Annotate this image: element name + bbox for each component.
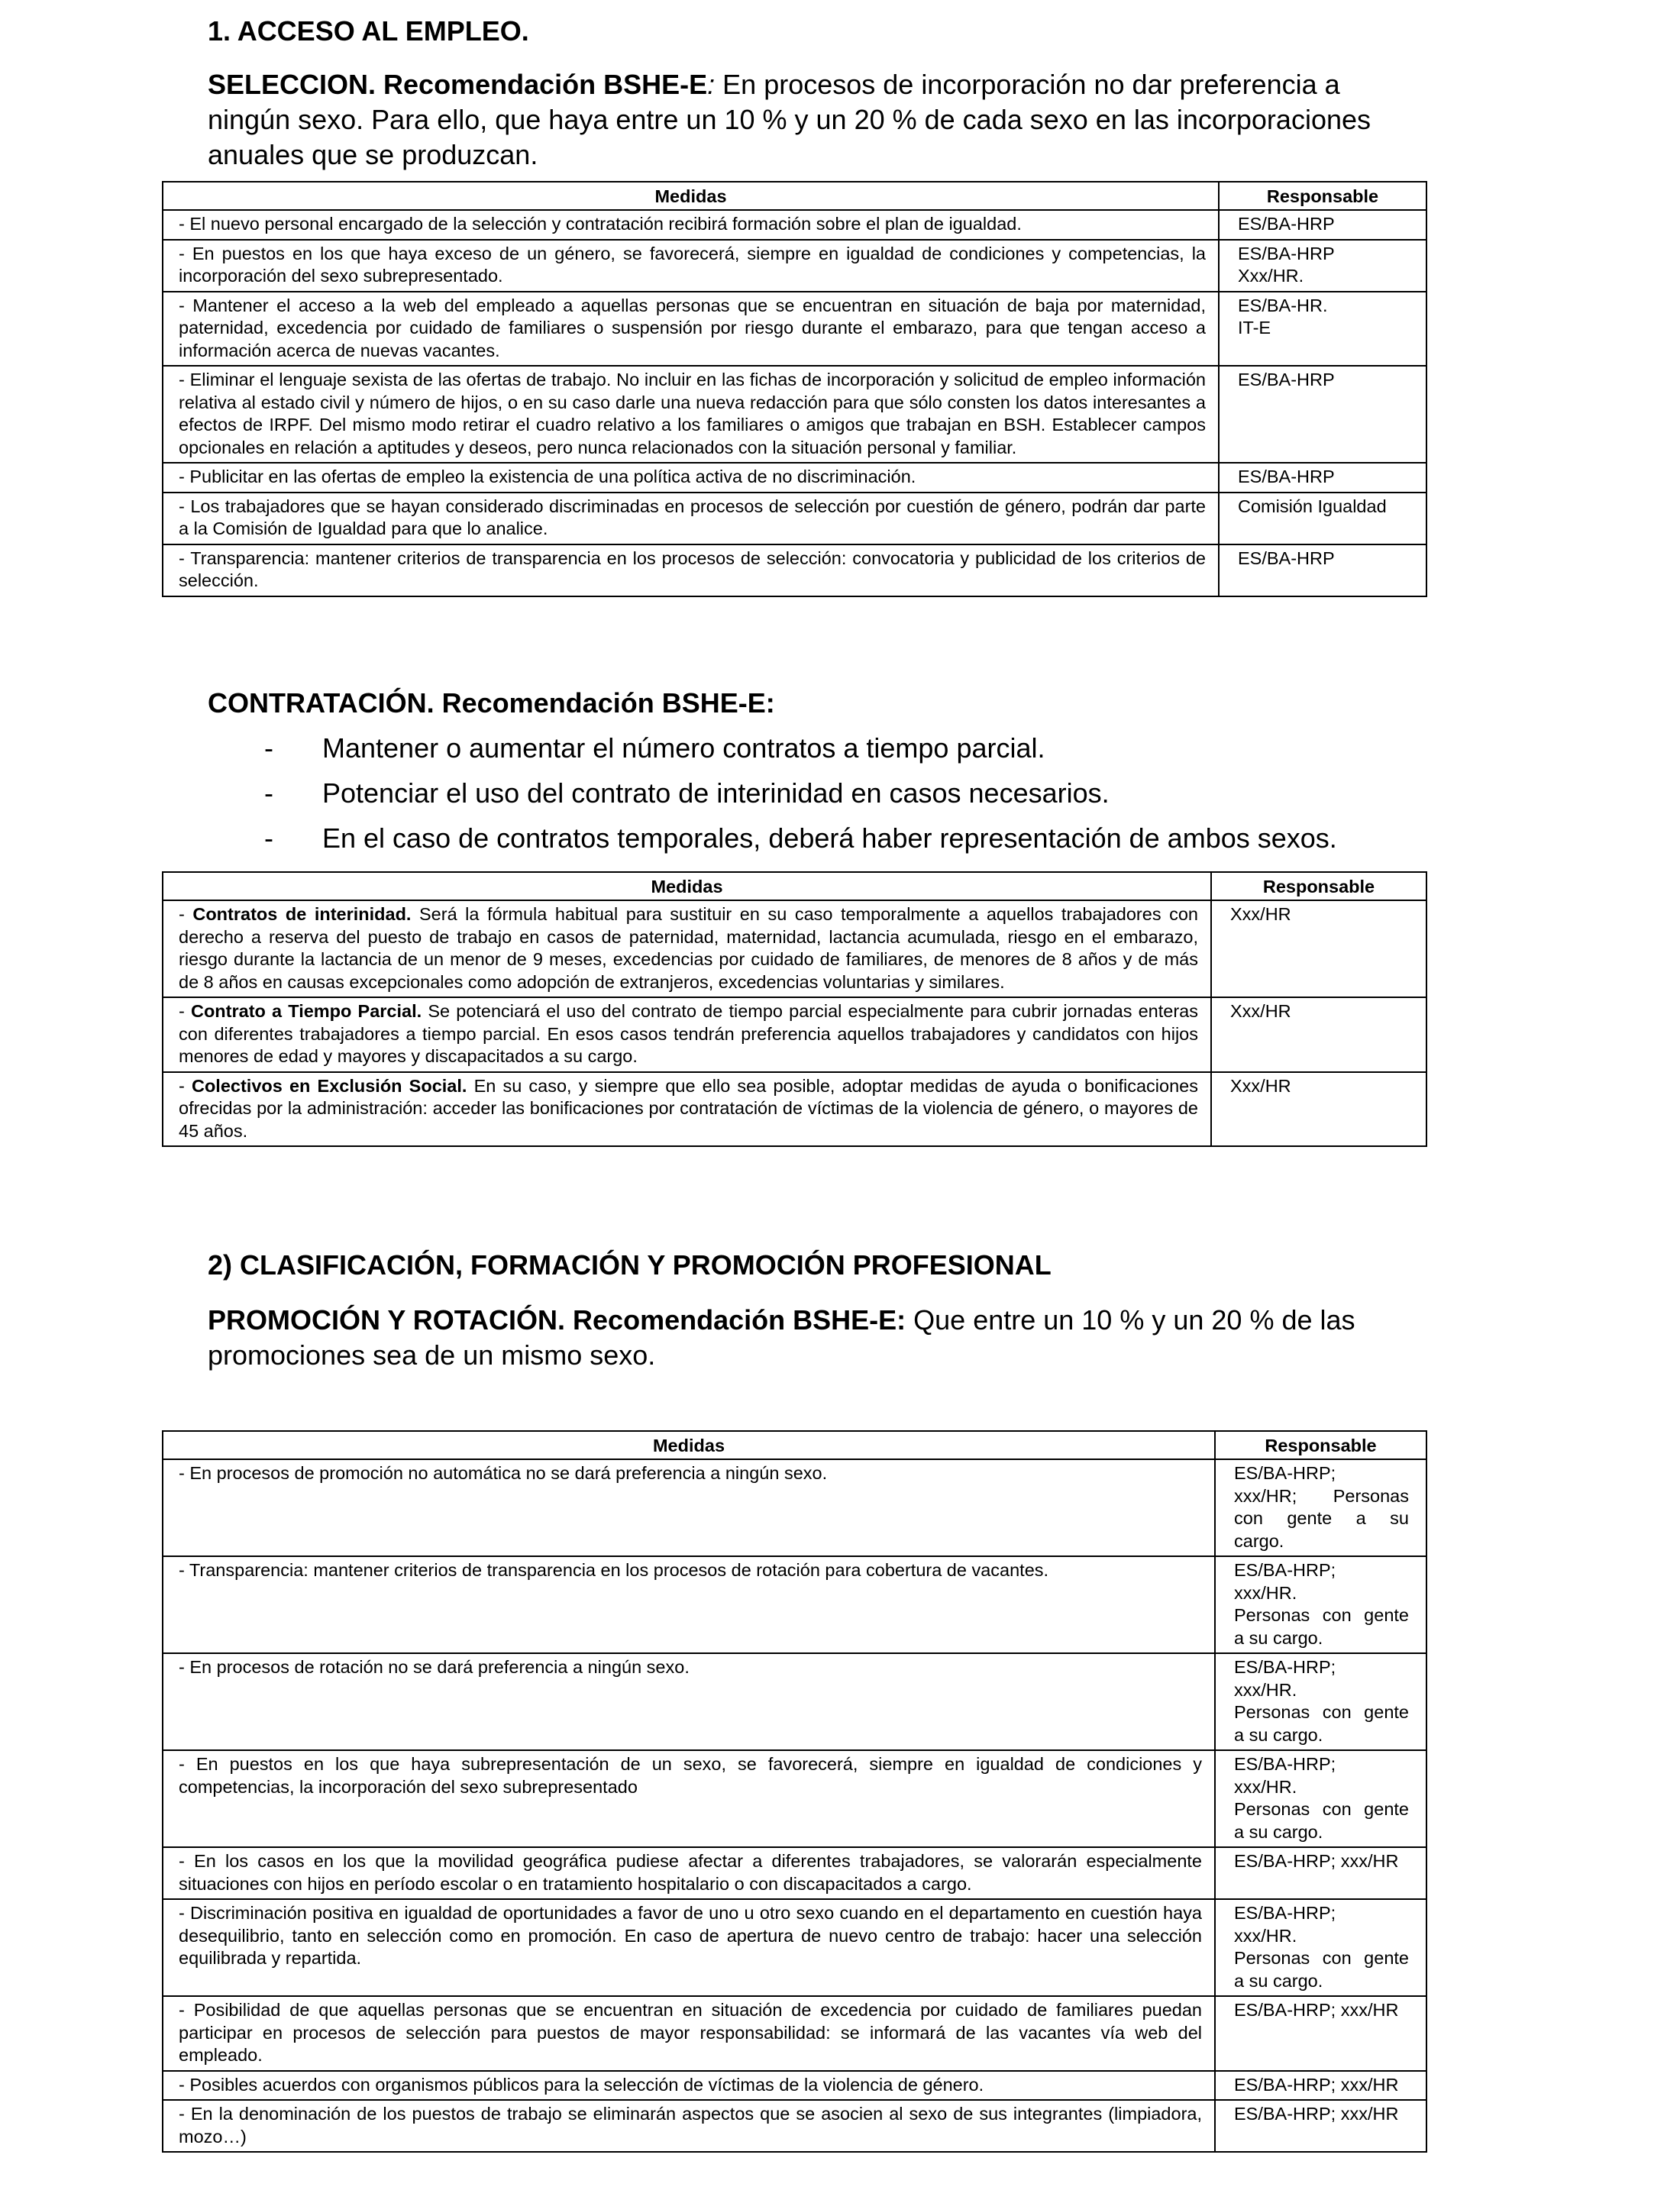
responsable-line: IT-E xyxy=(1238,318,1271,338)
medida-prefix: - xyxy=(179,904,193,924)
responsable-cell xyxy=(1219,292,1426,367)
table-row xyxy=(163,1996,1426,2071)
table-row xyxy=(163,493,1426,544)
responsable-line: ES/BA-HRP; xxx/HR xyxy=(1234,1851,1399,1871)
contratacion-measures-table xyxy=(162,871,1427,1147)
list-item xyxy=(208,732,1506,777)
medida-cell: - El nuevo personal encargado de la selección y contratación recibirá formación sobre el plan de igualdad. xyxy=(163,210,1219,240)
table-row xyxy=(163,544,1426,596)
responsable-cell xyxy=(1211,997,1426,1072)
bullet-text: Mantener o aumentar el número contratos a tiempo parcial. xyxy=(322,732,1045,764)
column-header-responsable: Responsable xyxy=(1211,872,1426,900)
responsable-line: Personas con gente xyxy=(1234,1948,1409,1968)
medida-cell: - Transparencia: mantener criterios de transparencia en los procesos de selección: convocatoria y publicidad de los criterios de selección. xyxy=(163,544,1219,596)
seleccion-label: SELECCION. Recomendación BSHE-E xyxy=(208,69,708,100)
table-row xyxy=(163,240,1426,292)
responsable-line: xxx/HR. xyxy=(1234,1776,1297,1797)
responsable-cell xyxy=(1219,366,1426,463)
responsable-line: ES/BA-HRP; xyxy=(1234,1903,1336,1923)
responsable-line: ES/BA-HRP; xxx/HR xyxy=(1234,2074,1399,2095)
list-item xyxy=(208,777,1506,822)
responsable-cell xyxy=(1215,2071,1426,2101)
column-header-medidas: Medidas xyxy=(163,872,1211,900)
section-heading-acceso-empleo: 1. ACCESO AL EMPLEO. xyxy=(208,15,529,47)
table-row xyxy=(163,463,1426,493)
responsable-cell xyxy=(1219,493,1426,544)
responsable-cell xyxy=(1215,1556,1426,1653)
table-row xyxy=(163,366,1426,463)
responsable-line: ES/BA-HR. xyxy=(1238,295,1328,315)
table-header-row xyxy=(163,872,1426,900)
responsable-line: ES/BA-HRP xyxy=(1238,243,1335,263)
responsable-line: Xxx/HR. xyxy=(1238,266,1304,286)
promocion-measures-table xyxy=(162,1430,1427,2153)
table-row xyxy=(163,997,1426,1072)
responsable-line: ES/BA-HRP xyxy=(1238,548,1335,568)
table-header-row xyxy=(163,1431,1426,1459)
medida-cell xyxy=(163,997,1211,1072)
table-row xyxy=(163,2071,1426,2101)
responsable-cell xyxy=(1215,1847,1426,1899)
promocion-paragraph xyxy=(208,1303,1384,1373)
responsable-line: ES/BA-HRP xyxy=(1238,467,1335,486)
medida-cell xyxy=(163,1072,1211,1147)
responsable-line: ES/BA-HRP; xyxy=(1234,1754,1336,1774)
responsable-line: ES/BA-HRP; xxx/HR xyxy=(1234,2104,1399,2124)
column-header-responsable: Responsable xyxy=(1215,1431,1426,1459)
bullet-dash: - xyxy=(264,732,273,764)
table-row xyxy=(163,210,1426,240)
responsable-cell xyxy=(1219,210,1426,240)
table-row xyxy=(163,292,1426,367)
responsable-line: Personas con gente xyxy=(1234,1799,1409,1819)
responsable-line: ES/BA-HRP; xxx/HR xyxy=(1234,2000,1399,2020)
bullet-dash: - xyxy=(264,777,273,809)
seleccion-paragraph xyxy=(208,67,1399,173)
responsable-line: Xxx/HR xyxy=(1230,1075,1291,1096)
section-heading-clasificacion: 2) CLASIFICACIÓN, FORMACIÓN Y PROMOCIÓN PROFESIONAL xyxy=(208,1249,1052,1281)
table-row xyxy=(163,1072,1426,1147)
responsable-line: ES/BA-HRP; xyxy=(1234,1560,1336,1580)
column-header-medidas: Medidas xyxy=(163,182,1219,210)
responsable-line: Xxx/HR xyxy=(1230,904,1291,924)
medida-cell: - En puestos en los que haya exceso de un género, se favorecerá, siempre en igualdad de condiciones y competencias, la incorporación del sexo subrepresentado. xyxy=(163,240,1219,292)
medida-cell: - Publicitar en las ofertas de empleo la existencia de una política activa de no discriminación. xyxy=(163,463,1219,493)
contratacion-heading: CONTRATACIÓN. Recomendación BSHE-E: xyxy=(208,687,775,719)
medida-cell: - Los trabajadores que se hayan considerado discriminadas en procesos de selección por cuestión de género, podrán dar parte a la Comisión de Igualdad para que lo analice. xyxy=(163,493,1219,544)
table-row xyxy=(163,1847,1426,1899)
medida-text: En su caso, y siempre que ello sea posible, adoptar medidas de ayuda o bonificaciones ofrecidas por la administración: acceder las bonificaciones por contratación de víctimas de la violencia de género, o mayores de 45 años. xyxy=(179,1075,1198,1141)
medida-title: Colectivos en Exclusión Social. xyxy=(191,1075,467,1096)
responsable-line: xxx/HR. xyxy=(1234,1925,1297,1946)
seleccion-colon: : xyxy=(707,69,716,100)
table-row xyxy=(163,1750,1426,1847)
responsable-line: ES/BA-HRP xyxy=(1238,370,1335,389)
responsable-line: xxx/HR. xyxy=(1234,1679,1297,1700)
responsable-line: xxx/HR. xyxy=(1234,1582,1297,1603)
responsable-line: a su cargo. xyxy=(1234,1724,1323,1745)
medida-prefix: - xyxy=(179,1001,191,1021)
medida-text: Se potenciará el uso del contrato de tiempo parcial especialmente para cubrir jornadas enteras con diferentes trabajadores a tiempo parcial. En esos casos tendrán preferencia aquellos trabajadores y candidatos con hijos menores de edad y mayores y discapacitados a su cargo. xyxy=(179,1001,1199,1066)
table-row xyxy=(163,900,1426,997)
medida-prefix: - xyxy=(179,1075,192,1096)
seleccion-measures-table xyxy=(162,181,1427,597)
responsable-cell xyxy=(1211,900,1426,997)
medida-title: Contratos de interinidad. xyxy=(192,904,412,924)
medida-cell: - Posibilidad de que aquellas personas que se encuentran en situación de excedencia por cuidado de familiares puedan participar en procesos de selección para puestos de mayor responsabilidad: se informará de las vacantes vía web del empleado. xyxy=(163,1996,1215,2071)
bullet-text: En el caso de contratos temporales, deberá haber representación de ambos sexos. xyxy=(322,822,1337,854)
medida-text: Será la fórmula habitual para sustituir en su caso temporalmente a aquellos trabajadores con derecho a reserva del puesto de trabajo en casos de paternidad, maternidad, lactancia acumulada, riesgo en el embarazo, riesgo durante la lactancia de un menor de 9 meses, excedencias por cuidado de familiares, de menores de 8 años y de más de 8 años en causas excepcionales como adopción de extranjeros, excedencias voluntarias y similares. xyxy=(179,904,1198,992)
responsable-cell xyxy=(1215,1750,1426,1847)
responsable-line: Personas con gente xyxy=(1234,1702,1409,1722)
bullet-dash: - xyxy=(264,822,273,854)
medida-cell: - En procesos de rotación no se dará preferencia a ningún sexo. xyxy=(163,1653,1215,1750)
medida-cell: - En puestos en los que haya subrepresentación de un sexo, se favorecerá, siempre en igualdad de condiciones y competencias, la incorporación del sexo subrepresentado xyxy=(163,1750,1215,1847)
medida-cell xyxy=(163,900,1211,997)
table-header-row xyxy=(163,182,1426,210)
responsable-cell xyxy=(1215,1459,1426,1556)
promocion-label: PROMOCIÓN Y ROTACIÓN. Recomendación BSHE-E: xyxy=(208,1304,906,1336)
responsable-cell xyxy=(1215,2100,1426,2152)
responsable-line: a su cargo. xyxy=(1234,1821,1323,1842)
medida-cell: - En la denominación de los puestos de trabajo se eliminarán aspectos que se asocien al sexo de sus integrantes (limpiadora, mozo…) xyxy=(163,2100,1215,2152)
bullet-text: Potenciar el uso del contrato de interinidad en casos necesarios. xyxy=(322,777,1110,809)
medida-cell: - Discriminación positiva en igualdad de oportunidades a favor de uno u otro sexo cuando en el departamento en cuestión haya desequilibrio, tanto en selección como en promoción. En caso de apertura de nuevo centro de trabajo: hacer una selección equilibrada y repartida. xyxy=(163,1899,1215,1996)
medida-cell: - En los casos en los que la movilidad geográfica pudiese afectar a diferentes trabajadores, se valorarán especialmente situaciones con hijos en período escolar o en tratamiento hospitalario o con discapacitados a cargo. xyxy=(163,1847,1215,1899)
responsable-line: Personas con gente xyxy=(1234,1605,1409,1625)
seleccion-text: En procesos de incorporación no dar preferencia a ningún sexo. Para ello, que haya entre un 10 % y un 20 % de cada sexo en las incorporaciones anuales que se produzcan. xyxy=(208,69,1371,170)
responsable-line: cargo. xyxy=(1234,1530,1284,1551)
responsable-line: a su cargo. xyxy=(1234,1970,1323,1991)
contratacion-recommendations-list xyxy=(208,732,1506,867)
responsable-cell xyxy=(1219,544,1426,596)
medida-cell: - En procesos de promoción no automática no se dará preferencia a ningún sexo. xyxy=(163,1459,1215,1556)
responsable-cell xyxy=(1215,1653,1426,1750)
responsable-cell xyxy=(1219,240,1426,292)
responsable-cell xyxy=(1215,1996,1426,2071)
medida-cell: - Mantener el acceso a la web del empleado a aquellas personas que se encuentran en situación de baja por maternidad, paternidad, excedencia por cuidado de familiares o suspensión por riesgo durante el embarazo, para que tengan acceso a información acerca de nuevas vacantes. xyxy=(163,292,1219,367)
responsable-line: ES/BA-HRP; xyxy=(1234,1657,1336,1677)
table-row xyxy=(163,2100,1426,2152)
medida-cell: - Transparencia: mantener criterios de transparencia en los procesos de rotación para cobertura de vacantes. xyxy=(163,1556,1215,1653)
responsable-line: a su cargo. xyxy=(1234,1627,1323,1648)
table-row xyxy=(163,1899,1426,1996)
responsable-cell xyxy=(1219,463,1426,493)
responsable-cell xyxy=(1211,1072,1426,1147)
medida-cell: - Eliminar el lenguaje sexista de las ofertas de trabajo. No incluir en las fichas de incorporación y solicitud de empleo información relativa al estado civil y número de hijos, o en su caso darle una nueva redacción para que sólo consten los datos interesantes a efectos de IRPF. Del mismo modo retirar el cuadro relativo a los familiares o amigos que trabajan en BSH. Establecer campos opcionales en relación a aptitudes y deseos, pero nunca relacionados con la situación personal y familiar. xyxy=(163,366,1219,463)
responsable-line: Xxx/HR xyxy=(1230,1001,1291,1021)
column-header-medidas: Medidas xyxy=(163,1431,1215,1459)
column-header-responsable: Responsable xyxy=(1219,182,1426,210)
medida-title: Contrato a Tiempo Parcial. xyxy=(190,1001,422,1021)
responsable-line: xxx/HR; Personas xyxy=(1234,1485,1409,1506)
promocion-text: Que entre un 10 % y un 20 % de las promociones sea de un mismo sexo. xyxy=(208,1304,1355,1371)
responsable-line: ES/BA-HRP; xyxy=(1234,1463,1336,1483)
responsable-line: ES/BA-HRP xyxy=(1238,214,1335,234)
table-row xyxy=(163,1653,1426,1750)
responsable-line: Comisión Igualdad xyxy=(1238,496,1387,516)
list-item xyxy=(208,822,1506,867)
responsable-line: con gente a su xyxy=(1234,1508,1409,1528)
responsable-cell xyxy=(1215,1899,1426,1996)
medida-cell: - Posibles acuerdos con organismos públicos para la selección de víctimas de la violencia de género. xyxy=(163,2071,1215,2101)
table-row xyxy=(163,1556,1426,1653)
table-row xyxy=(163,1459,1426,1556)
